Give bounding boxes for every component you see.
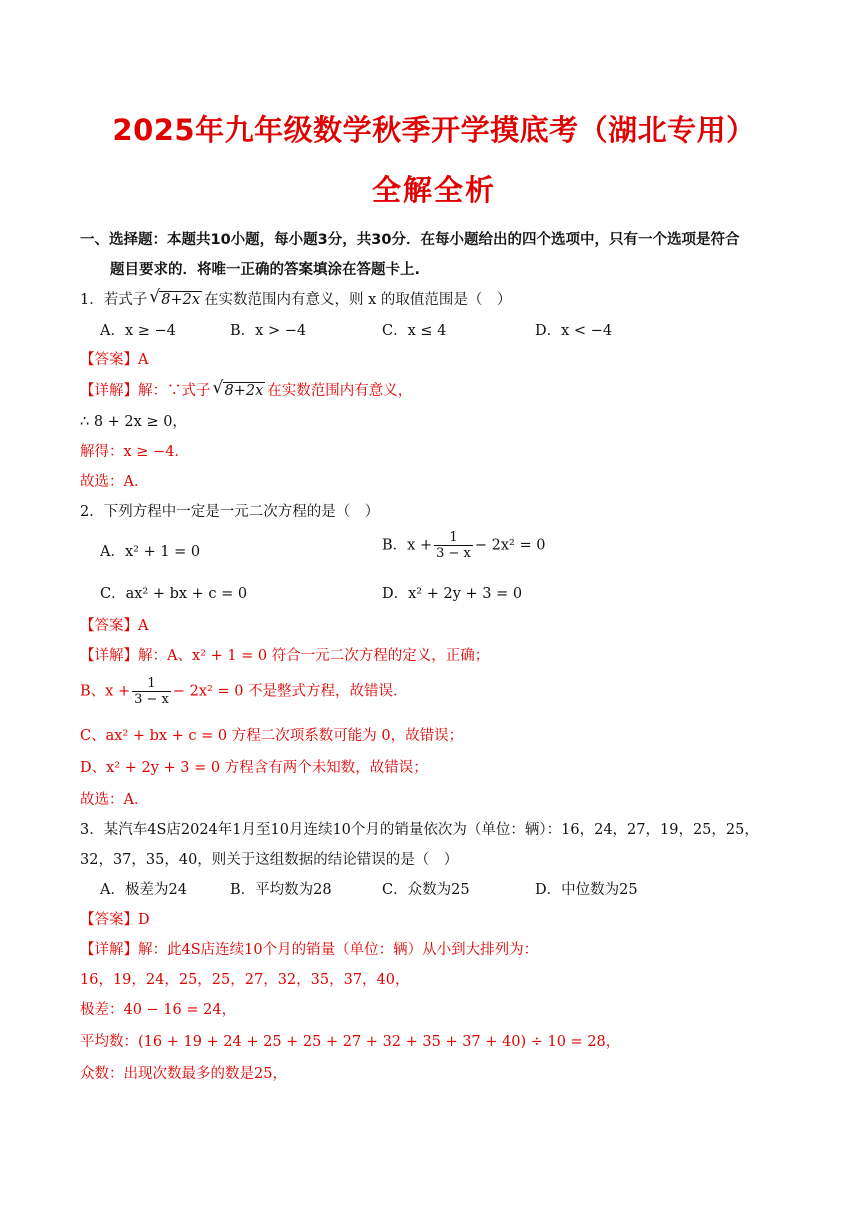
q2-detail-a: 【详解】解：A、x² + 1 = 0 符合一元二次方程的定义，正确； <box>80 648 490 664</box>
q3-detail-3: 极差：40 − 16 = 24， <box>80 1002 237 1018</box>
page-subtitle: 全解全析 <box>371 173 496 207</box>
q1-answer: 【答案】A <box>80 352 149 368</box>
q1-detail <box>80 381 412 401</box>
q2-option-a: A．x² + 1 = 0 <box>100 544 201 560</box>
q2-optb-num: 1 <box>434 530 473 546</box>
q3-option-d: D．中位数为25 <box>535 882 638 898</box>
q1-option-b: B．x > −4 <box>230 323 307 339</box>
q2-conclusion: 故选：A． <box>80 792 149 808</box>
q3-detail-1: 【详解】解：此4S店连续10个月的销量（单位：辆）从小到大排列为： <box>80 942 539 958</box>
q2-detail-b <box>80 676 408 707</box>
q1-radicand: 8+2x <box>161 292 201 308</box>
q2-detailb-den: 3 − x <box>134 692 169 707</box>
q1-detail-suffix: 在实数范围内有意义， <box>267 383 413 399</box>
q3-detail-5: 众数：出现次数最多的数是25， <box>80 1066 287 1082</box>
q2-option-d: D．x² + 2y + 3 = 0 <box>382 586 523 602</box>
q2-detail-c: C、ax² + bx + c = 0 方程二次项系数可能为 0，故错误； <box>80 728 464 744</box>
q2-answer: 【答案】A <box>80 618 149 634</box>
q2-detailb-num: 1 <box>132 676 171 692</box>
q1-step-1: ∴ 8 + 2x ≥ 0， <box>80 414 187 430</box>
section-heading: 一、选择题：本题共10小题，每小题3分，共30分．在每小题给出的四个选项中，只有一个选项是符合 <box>80 232 740 248</box>
q1-detail-radicand: 8+2x <box>224 383 264 399</box>
fraction <box>434 530 473 561</box>
q2-detail-d: D、x² + 2y + 3 = 0 方程含有两个未知数，故错误； <box>80 760 428 776</box>
page-title: 2025年九年级数学秋季开学摸底考（湖北专用） <box>112 113 756 147</box>
q2-detailb-post: − 2x² = 0 不是整式方程，故错误． <box>172 683 408 700</box>
question-3-stem-line-1: 3．某汽车4S店2024年1月至10月连续10个月的销量依次为（单位：辆）：16，24，27，19，25，25， <box>80 822 759 838</box>
q2-option-b <box>382 530 545 561</box>
q1-detail-prefix: 【详解】解：∵式子 <box>80 383 211 399</box>
q3-option-b: B．平均数为28 <box>230 882 332 898</box>
q2-optb-den: 3 − x <box>436 546 471 561</box>
q1-prefix: 1．若式子 <box>80 292 148 308</box>
q2-detailb-pre: B、x + <box>80 683 131 700</box>
sqrt-expression <box>149 290 202 310</box>
q3-option-a: A．极差为24 <box>100 882 187 898</box>
q1-conclusion: 故选：A． <box>80 474 149 490</box>
q1-suffix: 在实数范围内有意义，则 x 的取值范围是（ ） <box>204 292 512 308</box>
q2-optb-pre: B．x + <box>382 537 433 554</box>
q3-answer: 【答案】D <box>80 912 150 928</box>
question-3-stem-line-2: 32，37，35，40，则关于这组数据的结论错误的是（ ） <box>80 852 459 868</box>
q3-detail-2: 16，19，24，25，25，27，32，35，37，40， <box>80 972 410 988</box>
q3-detail-4: 平均数：(16 + 19 + 24 + 25 + 25 + 27 + 32 + 35 + 37 + 40) ÷ 10 = 28， <box>80 1034 621 1050</box>
fraction <box>132 676 171 707</box>
q2-option-c: C．ax² + bx + c = 0 <box>100 586 248 602</box>
q1-option-c: C．x ≤ 4 <box>382 323 447 339</box>
q3-option-c: C．众数为25 <box>382 882 470 898</box>
q2-optb-post: − 2x² = 0 <box>474 537 546 554</box>
question-2-stem: 2．下列方程中一定是一元二次方程的是（ ） <box>80 504 380 520</box>
q1-step-2: 解得：x ≥ −4． <box>80 444 189 460</box>
section-heading-cont: 题目要求的．将唯一正确的答案填涂在答题卡上. <box>110 262 421 278</box>
q1-option-d: D．x < −4 <box>535 323 613 339</box>
sqrt-expression <box>213 381 266 401</box>
q1-option-a: A．x ≥ −4 <box>100 323 176 339</box>
question-1-stem <box>80 290 511 310</box>
